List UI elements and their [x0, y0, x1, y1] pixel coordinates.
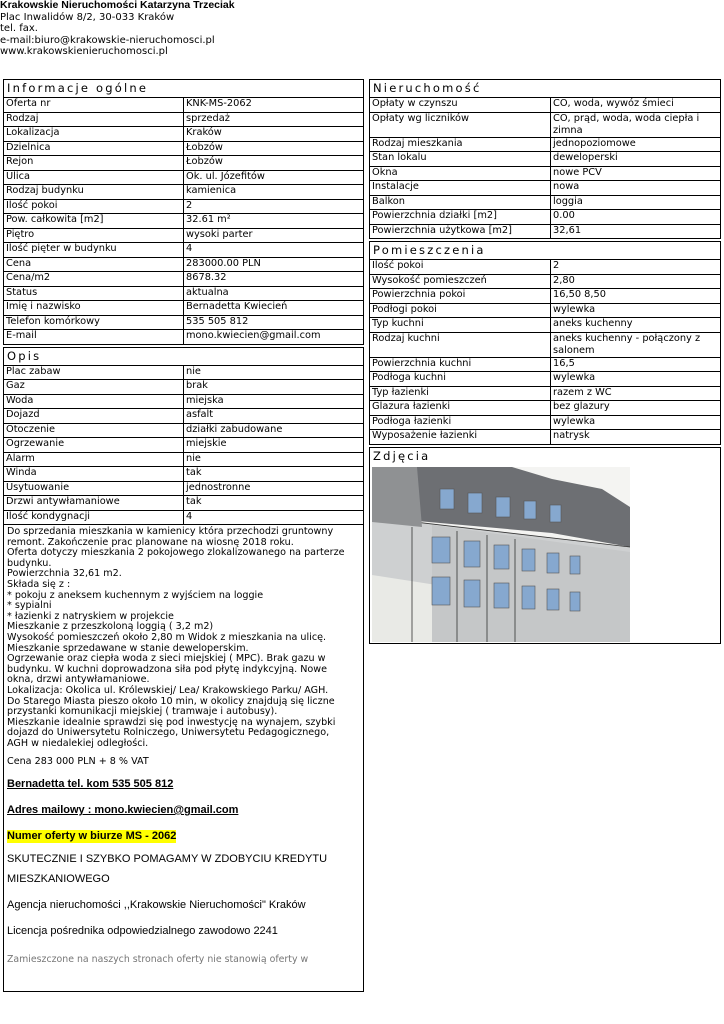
row-label: Oferta nr	[4, 98, 184, 113]
table-row	[4, 243, 364, 258]
table-row	[4, 301, 364, 316]
row-value: nowa	[551, 181, 721, 196]
table-row	[370, 195, 721, 210]
row-label: E-mail	[4, 330, 184, 345]
description-line: Lokalizacja: Okolica ul. Królewskiej/ Lea/ Krakowskiego Parku/ AGH.	[7, 684, 329, 696]
row-value: bez glazury	[551, 401, 721, 416]
row-label: Ilość pięter w budynku	[4, 243, 184, 258]
row-value: 283000.00 PLN	[184, 257, 364, 272]
row-label: Typ łazienki	[370, 386, 551, 401]
table-row	[370, 357, 721, 372]
table-row	[4, 286, 364, 301]
contact-phone: Bernadetta tel. kom 535 505 812	[7, 778, 174, 791]
row-value: aktualna	[184, 286, 364, 301]
section-description-heading: Opis	[3, 347, 364, 365]
table-row	[4, 452, 364, 467]
row-value: nowe PCV	[551, 166, 721, 181]
row-label: Ulica	[4, 170, 184, 185]
description-line: Składa się z :	[7, 578, 71, 590]
row-value: kamienica	[184, 185, 364, 200]
row-value: loggia	[551, 195, 721, 210]
row-label: Rodzaj kuchni	[370, 332, 551, 357]
description-line: * sypialni	[7, 600, 52, 612]
row-label: Ilość kondygnacji	[4, 510, 184, 525]
row-label: Cena	[4, 257, 184, 272]
row-label: Podłogi pokoi	[370, 303, 551, 318]
row-value: 535 505 812	[184, 315, 364, 330]
table-row	[370, 401, 721, 416]
row-value: 32.61 m²	[184, 214, 364, 229]
row-value: jednopoziomowe	[551, 137, 721, 152]
row-label: Gaz	[4, 380, 184, 395]
row-value: wylewka	[551, 372, 721, 387]
table-row	[4, 438, 364, 453]
row-value: aneks kuchenny - połączony z salonem	[551, 332, 721, 357]
row-value: KNK-MS-2062	[184, 98, 364, 113]
section-general-heading: Informacje ogólne	[3, 79, 364, 97]
table-row	[4, 496, 364, 511]
table-row	[370, 224, 721, 239]
table-row	[370, 210, 721, 225]
row-label: Rejon	[4, 156, 184, 171]
row-label: Powierzchnia działki [m2]	[370, 210, 551, 225]
row-label: Wysokość pomieszczeń	[370, 274, 551, 289]
description-line: Mieszkanie z przeszkoloną loggią ( 3,2 m2)	[7, 621, 214, 633]
table-row	[370, 166, 721, 181]
row-value: wylewka	[551, 415, 721, 430]
row-value: Łobzów	[184, 141, 364, 156]
row-label: Powierzchnia kuchni	[370, 357, 551, 372]
row-value: 32,61	[551, 224, 721, 239]
general-table	[3, 97, 364, 345]
row-value: nie	[184, 365, 364, 380]
price-line: Cena 283 000 PLN + 8 % VAT	[7, 756, 149, 768]
row-label: Pow. całkowita [m2]	[4, 214, 184, 229]
description-line: Powierzchnia 32,61 m2.	[7, 568, 122, 580]
row-label: Podłoga łazienki	[370, 415, 551, 430]
row-label: Podłoga kuchni	[370, 372, 551, 387]
table-row	[4, 170, 364, 185]
row-label: Ilość pokoi	[370, 260, 551, 275]
building-photo[interactable]	[372, 467, 630, 642]
description-line: * pokoju z aneksem kuchennym z wyjściem na loggie	[7, 589, 264, 601]
disclaimer-line: Zamieszczone na naszych stronach oferty nie stanowią oferty w	[7, 954, 309, 966]
contact-mail: Adres mailowy : mono.kwiecien@gmail.com	[7, 804, 239, 817]
table-row	[4, 481, 364, 496]
table-row	[4, 272, 364, 287]
row-label: Dzielnica	[4, 141, 184, 156]
description-line: Do sprzedania mieszkania w kamienicy która przechodzi gruntowny	[7, 526, 334, 537]
table-row	[4, 199, 364, 214]
description-line: Mieszkanie idealnie sprawdzi się pod inwestycję na wynajem, szybki	[7, 716, 336, 728]
row-label: Balkon	[370, 195, 551, 210]
row-label: Usytuowanie	[4, 481, 184, 496]
description-line: dojazd do Uniwersytetu Rolniczego, Uniwersytetu Pedagogicznego,	[7, 727, 330, 739]
license-line: Licencja pośrednika odpowiedzialnego zawodowo 2241	[7, 925, 278, 938]
table-row	[4, 185, 364, 200]
table-row	[370, 415, 721, 430]
left-column	[3, 79, 364, 992]
row-value: tak	[184, 467, 364, 482]
table-row	[370, 181, 721, 196]
table-row	[4, 365, 364, 380]
description-line: okna, drzwi antywłamaniowe.	[7, 674, 150, 686]
row-label: Powierzchnia pokoi	[370, 289, 551, 304]
table-row	[4, 141, 364, 156]
row-label: Woda	[4, 394, 184, 409]
table-row	[370, 372, 721, 387]
row-label: Drzwi antywłamaniowe	[4, 496, 184, 511]
row-label: Ogrzewanie	[4, 438, 184, 453]
table-row	[370, 152, 721, 167]
table-row	[4, 380, 364, 395]
table-row	[370, 303, 721, 318]
agency-line: Agencja nieruchomości ,,Krakowskie Nieruchomości" Kraków	[7, 899, 306, 912]
table-row	[4, 112, 364, 127]
row-value: CO, prąd, woda, woda ciepła i zimna	[551, 112, 721, 137]
right-column	[369, 79, 721, 644]
table-row	[370, 274, 721, 289]
row-value: nie	[184, 452, 364, 467]
description-line: Do Starego Miasta pieszo około 10 min, w okolicy znajdują się liczne	[7, 695, 335, 707]
row-value: natrysk	[551, 430, 721, 445]
row-value: jednostronne	[184, 481, 364, 496]
table-row	[4, 423, 364, 438]
table-row	[370, 289, 721, 304]
description-line: Oferta dotyczy mieszkania 2 pokojowego zlokalizowanego na parterze	[7, 547, 345, 559]
description-line: remont. Zakończenie prac planowane na wiosnę 2018 roku.	[7, 536, 294, 548]
table-row	[4, 394, 364, 409]
description-line: budynku.	[7, 557, 52, 569]
row-label: Telefon komórkowy	[4, 315, 184, 330]
description-line: * łazienki z natryskiem w projekcie	[7, 610, 174, 622]
row-label: Stan lokalu	[370, 152, 551, 167]
description-lines	[7, 527, 360, 749]
table-row	[4, 156, 364, 171]
table-row	[370, 386, 721, 401]
row-label: Lokalizacja	[4, 127, 184, 142]
row-label: Imię i nazwisko	[4, 301, 184, 316]
description-line: przystanki komunikacji miejskiej ( tramwaje i autobusy).	[7, 706, 278, 718]
section-rooms-heading: Pomieszczenia	[369, 241, 721, 259]
property-table	[369, 97, 721, 239]
agency-www: www.krakowskienieruchomosci.pl	[0, 46, 168, 57]
row-value: CO, woda, wywóz śmieci	[551, 98, 721, 113]
row-value: 4	[184, 510, 364, 525]
row-label: Okna	[370, 166, 551, 181]
row-value: 2	[551, 260, 721, 275]
row-label: Winda	[4, 467, 184, 482]
row-label: Opłaty wg liczników	[370, 112, 551, 137]
table-row	[370, 112, 721, 137]
row-label: Piętro	[4, 228, 184, 243]
row-value: Bernadetta Kwiecień	[184, 301, 364, 316]
description-line: Ogrzewanie oraz ciepła woda z sieci miejskiej ( MPC). Brak gazu w	[7, 653, 326, 665]
row-label: Plac zabaw	[4, 365, 184, 380]
table-row	[370, 318, 721, 333]
row-value: razem z WC	[551, 386, 721, 401]
row-value: asfalt	[184, 409, 364, 424]
table-row	[370, 260, 721, 275]
description-line: Wysokość pomieszczeń około 2,80 m Widok z mieszkania na ulicę.	[7, 631, 327, 643]
row-label: Status	[4, 286, 184, 301]
row-label: Cena/m2	[4, 272, 184, 287]
row-value: 0.00	[551, 210, 721, 225]
table-row	[370, 332, 721, 357]
row-value: miejskie	[184, 438, 364, 453]
table-row	[4, 330, 364, 345]
agency-phone: tel. fax.	[0, 23, 38, 34]
row-label: Ilość pokoi	[4, 199, 184, 214]
table-row	[4, 510, 364, 525]
row-value: Łobzów	[184, 156, 364, 171]
table-row	[370, 98, 721, 113]
table-row	[4, 214, 364, 229]
description-line: Mieszkanie sprzedawane w stanie deweloperskim.	[7, 642, 249, 654]
offer-number-highlight: Numer oferty w biurze MS - 2062	[7, 830, 177, 843]
row-value: sprzedaż	[184, 112, 364, 127]
description-box	[3, 525, 364, 992]
credit-line-2: MIESZKANIOWEGO	[7, 873, 110, 886]
agency-address: Plac Inwalidów 8/2, 30-033 Kraków	[0, 11, 175, 23]
credit-line-1: SKUTECZNIE I SZYBKO POMAGAMY W ZDOBYCIU KREDYTU	[7, 853, 328, 866]
row-value: 16,5	[551, 357, 721, 372]
row-value: 8678.32	[184, 272, 364, 287]
table-row	[4, 98, 364, 113]
row-value: 2	[184, 199, 364, 214]
table-row	[4, 127, 364, 142]
agency-email: e-mail:biuro@krakowskie-nieruchomosci.pl	[0, 34, 215, 46]
row-value: Ok. ul. Józefitów	[184, 170, 364, 185]
photo-box	[369, 465, 721, 644]
table-row	[4, 228, 364, 243]
description-line: AGH w niedalekiej odległości.	[7, 737, 149, 749]
table-row	[370, 137, 721, 152]
row-label: Alarm	[4, 452, 184, 467]
row-value: wysoki parter	[184, 228, 364, 243]
table-row	[4, 467, 364, 482]
table-row	[370, 430, 721, 445]
rooms-table	[369, 259, 721, 445]
agency-name: Krakowskie Nieruchomości Katarzyna Trzeciak	[0, 0, 235, 11]
row-label: Instalacje	[370, 181, 551, 196]
row-value: Kraków	[184, 127, 364, 142]
row-label: Rodzaj mieszkania	[370, 137, 551, 152]
table-row	[4, 409, 364, 424]
row-value: 2,80	[551, 274, 721, 289]
row-value: 16,50 8,50	[551, 289, 721, 304]
table-row	[4, 315, 364, 330]
row-label: Rodzaj budynku	[4, 185, 184, 200]
row-value: miejska	[184, 394, 364, 409]
row-label: Powierzchnia użytkowa [m2]	[370, 224, 551, 239]
row-label: Dojazd	[4, 409, 184, 424]
section-photos-heading: Zdjęcia	[369, 447, 721, 465]
row-value: 4	[184, 243, 364, 258]
opis-table	[3, 365, 364, 526]
agency-header	[0, 0, 235, 58]
table-row	[4, 257, 364, 272]
row-label: Glazura łazienki	[370, 401, 551, 416]
row-label: Typ kuchni	[370, 318, 551, 333]
row-label: Wyposażenie łazienki	[370, 430, 551, 445]
row-value: aneks kuchenny	[551, 318, 721, 333]
row-label: Otoczenie	[4, 423, 184, 438]
row-value: brak	[184, 380, 364, 395]
row-label: Opłaty w czynszu	[370, 98, 551, 113]
section-property-heading: Nieruchomość	[369, 79, 721, 97]
row-value: tak	[184, 496, 364, 511]
row-value: działki zabudowane	[184, 423, 364, 438]
row-value: wylewka	[551, 303, 721, 318]
description-line: budynku. W kuchni doprowadzona siła pod płytę indykcyjną. Nowe	[7, 663, 328, 675]
row-label: Rodzaj	[4, 112, 184, 127]
row-value: deweloperski	[551, 152, 721, 167]
row-value: mono.kwiecien@gmail.com	[184, 330, 364, 345]
